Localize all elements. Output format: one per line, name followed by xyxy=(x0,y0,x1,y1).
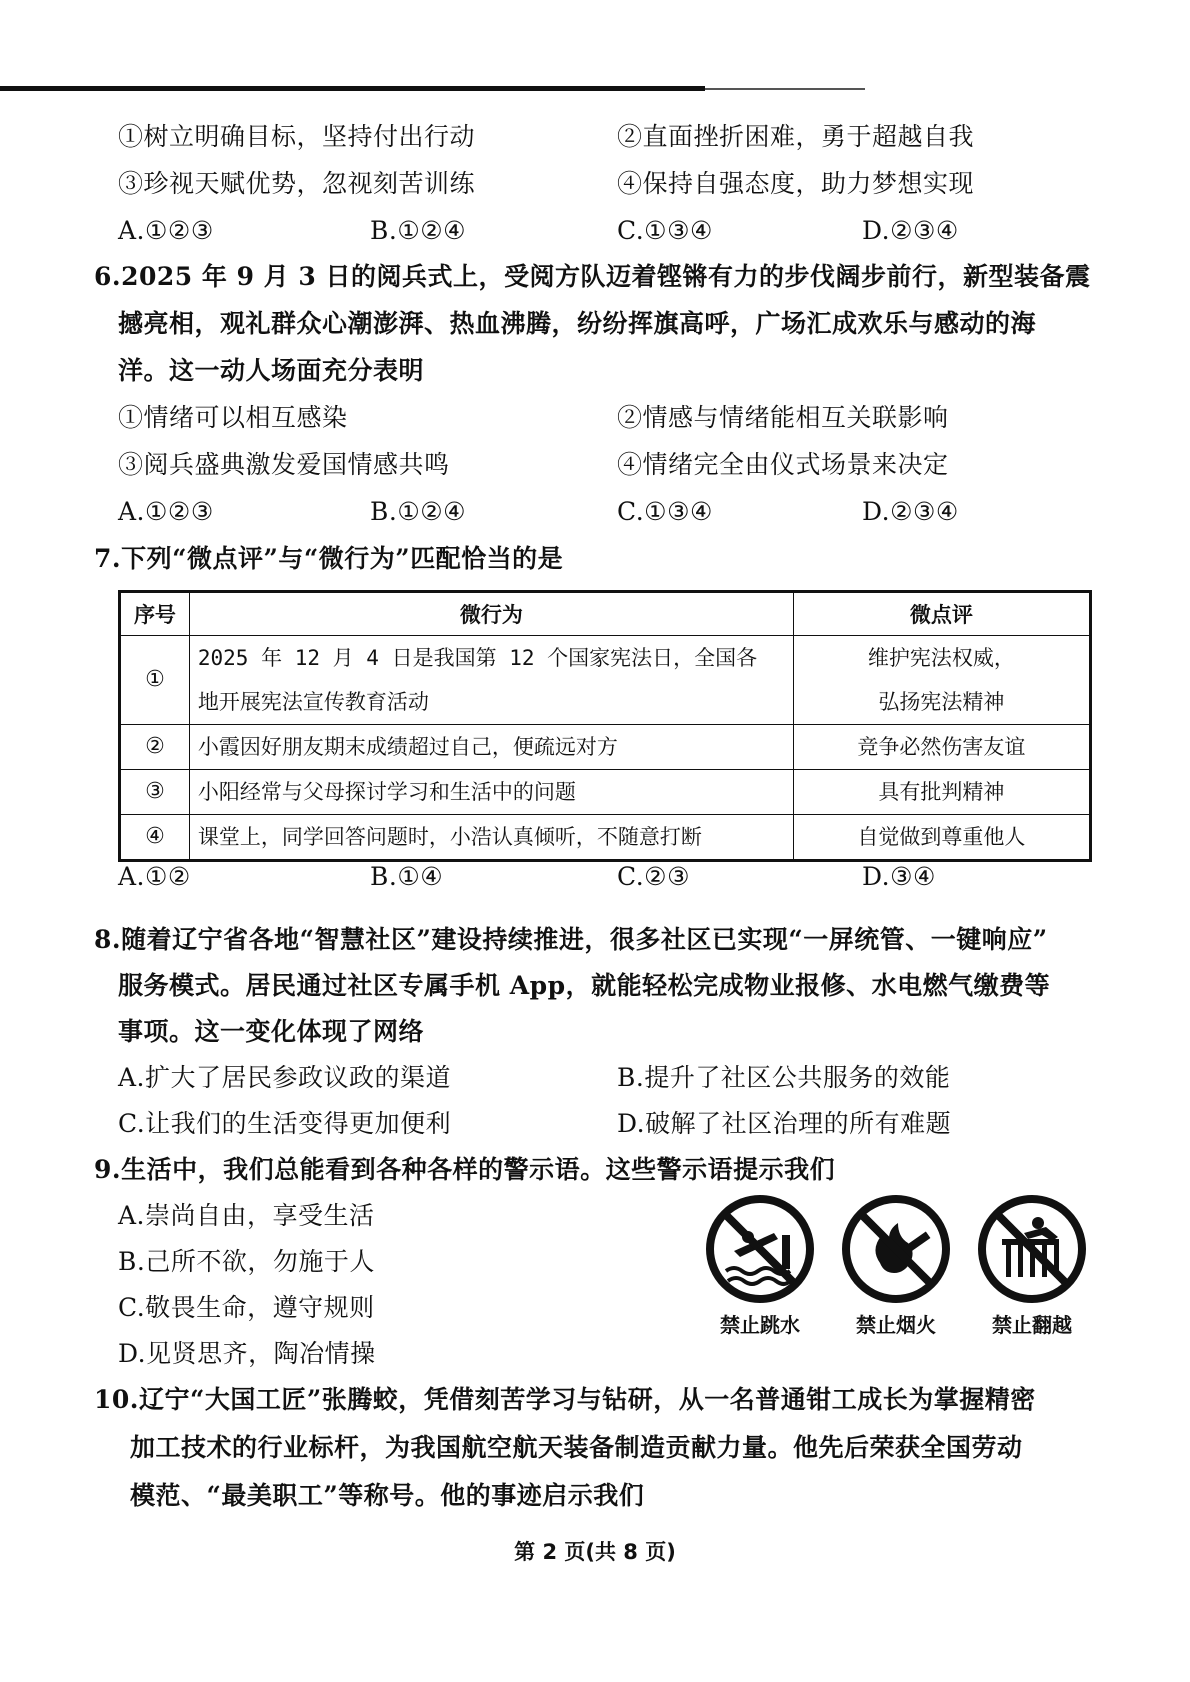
q8-choice-b: B.提升了社区公共服务的效能 xyxy=(617,1063,951,1092)
q8-stem-line-3: 事项。这一变化体现了网络 xyxy=(118,1017,425,1046)
q8-stem-line-2: 服务模式。居民通过社区专属手机 App，就能轻松完成物业报修、水电燃气缴费等 xyxy=(118,971,1051,1000)
behavior-line: 2025 年 12 月 4 日是我国第 12 个国家宪法日，全国各 xyxy=(197,646,758,670)
row-behavior xyxy=(189,636,793,725)
header-no: 序号 xyxy=(120,592,190,636)
q6-statement-1: ①情绪可以相互感染 xyxy=(118,403,348,432)
behavior-line: 地开展宪法宣传教育活动 xyxy=(197,690,429,714)
q6-choice-d: D.②③④ xyxy=(862,497,959,526)
q6-stem-line-3: 洋。这一动人场面充分表明 xyxy=(118,356,425,385)
no-fire-icon xyxy=(840,1193,952,1305)
row-comment: 具有批判精神 xyxy=(793,770,1090,815)
q6-choice-a: A.①②③ xyxy=(118,497,214,526)
q6-choice-b: B.①②④ xyxy=(370,497,467,526)
q6-stem-line-2: 撼亮相，观礼群众心潮澎湃、热血沸腾，纷纷挥旗高呼，广场汇成欢乐与感动的海 xyxy=(118,309,1037,338)
q6-statement-4: ④情绪完全由仪式场景来决定 xyxy=(617,450,949,479)
top-rule xyxy=(0,86,705,91)
row-behavior: 小霞因好朋友期末成绩超过自己，便疏远对方 xyxy=(189,725,793,770)
q10-stem-line-1: 10.辽宁“大国工匠”张腾蛟，凭借刻苦学习与钻研，从一名普通钳工成长为掌握精密 xyxy=(94,1385,1036,1414)
q5-statement-4: ④保持自强态度，助力梦想实现 xyxy=(617,169,975,198)
row-no: ② xyxy=(120,725,190,770)
q6-choice-c: C.①③④ xyxy=(617,497,713,526)
q5-statement-1: ①树立明确目标，坚持付出行动 xyxy=(118,122,476,151)
row-no: ④ xyxy=(120,815,190,861)
q7-choice-a: A.①② xyxy=(118,862,191,891)
table-row xyxy=(120,815,1091,861)
no-diving-icon xyxy=(704,1193,816,1305)
top-rule-thin xyxy=(705,88,865,90)
q8-stem-line-1: 8.随着辽宁省各地“智慧社区”建设持续推进，很多社区已实现“一屏统管、一键响应” xyxy=(94,925,1048,954)
q5-statement-3: ③珍视天赋优势，忽视刻苦训练 xyxy=(118,169,476,198)
q6-stem-line-1: 6.2025 年 9 月 3 日的阅兵式上，受阅方队迈着铿锵有力的步伐阔步前行，新型装备震 xyxy=(94,262,1091,291)
row-behavior: 课堂上，同学回答问题时，小浩认真倾听，不随意打断 xyxy=(189,815,793,861)
q7-stem: 7.下列“微点评”与“微行为”匹配恰当的是 xyxy=(94,544,564,573)
row-no: ① xyxy=(120,636,190,725)
comment-line: 维护宪法权威， xyxy=(867,646,1015,670)
q6-statement-2: ②情感与情绪能相互关联影响 xyxy=(617,403,949,432)
sign-no-diving xyxy=(700,1193,820,1338)
no-climbing-icon xyxy=(976,1193,1088,1305)
table-row xyxy=(120,636,1091,725)
q8-choice-c: C.让我们的生活变得更加便利 xyxy=(118,1109,452,1138)
q9-stem: 9.生活中，我们总能看到各种各样的警示语。这些警示语提示我们 xyxy=(94,1155,836,1184)
row-no: ③ xyxy=(120,770,190,815)
sign-no-climbing xyxy=(972,1193,1092,1338)
q9-choice-a: A.崇尚自由，享受生活 xyxy=(118,1201,375,1230)
q9-choice-b: B.己所不欲，勿施于人 xyxy=(118,1247,375,1276)
sign-label: 禁止烟火 xyxy=(856,1313,936,1337)
q5-choice-a: A.①②③ xyxy=(118,216,214,245)
q7-choice-c: C.②③ xyxy=(617,862,691,891)
table-header-row xyxy=(120,592,1091,636)
sign-label: 禁止翻越 xyxy=(992,1313,1072,1337)
row-comment: 自觉做到尊重他人 xyxy=(793,815,1090,861)
header-behavior: 微行为 xyxy=(189,592,793,636)
q5-statement-2: ②直面挫折困难，勇于超越自我 xyxy=(617,122,975,151)
table-row xyxy=(120,770,1091,815)
q7-choice-d: D.③④ xyxy=(862,862,936,891)
q5-choice-d: D.②③④ xyxy=(862,216,959,245)
q9-choice-c: C.敬畏生命，遵守规则 xyxy=(118,1293,375,1322)
row-behavior: 小阳经常与父母探讨学习和生活中的问题 xyxy=(189,770,793,815)
q6-statement-3: ③阅兵盛典激发爱国情感共鸣 xyxy=(118,450,450,479)
header-comment: 微点评 xyxy=(793,592,1090,636)
sign-no-fire xyxy=(836,1193,956,1338)
q7-table xyxy=(118,590,1092,862)
q7-choice-b: B.①④ xyxy=(370,862,444,891)
q10-stem-line-3: 模范、“最美职工”等称号。他的事迹启示我们 xyxy=(130,1481,645,1510)
q5-choice-c: C.①③④ xyxy=(617,216,713,245)
sign-label: 禁止跳水 xyxy=(720,1313,800,1337)
row-comment xyxy=(793,636,1090,725)
q8-choice-a: A.扩大了居民参政议政的渠道 xyxy=(118,1063,452,1092)
table-row xyxy=(120,725,1091,770)
comment-line: 弘扬宪法精神 xyxy=(878,690,1005,714)
q8-choice-d: D.破解了社区治理的所有难题 xyxy=(617,1109,952,1138)
page-footer: 第 2 页(共 8 页) xyxy=(514,1540,676,1564)
q9-choice-d: D.见贤思齐，陶冶情操 xyxy=(118,1339,376,1368)
q10-stem-line-2: 加工技术的行业标杆，为我国航空航天装备制造贡献力量。他先后荣获全国劳动 xyxy=(130,1433,1023,1462)
q5-choice-b: B.①②④ xyxy=(370,216,467,245)
warning-signs xyxy=(700,1193,1090,1343)
row-comment: 竞争必然伤害友谊 xyxy=(793,725,1090,770)
